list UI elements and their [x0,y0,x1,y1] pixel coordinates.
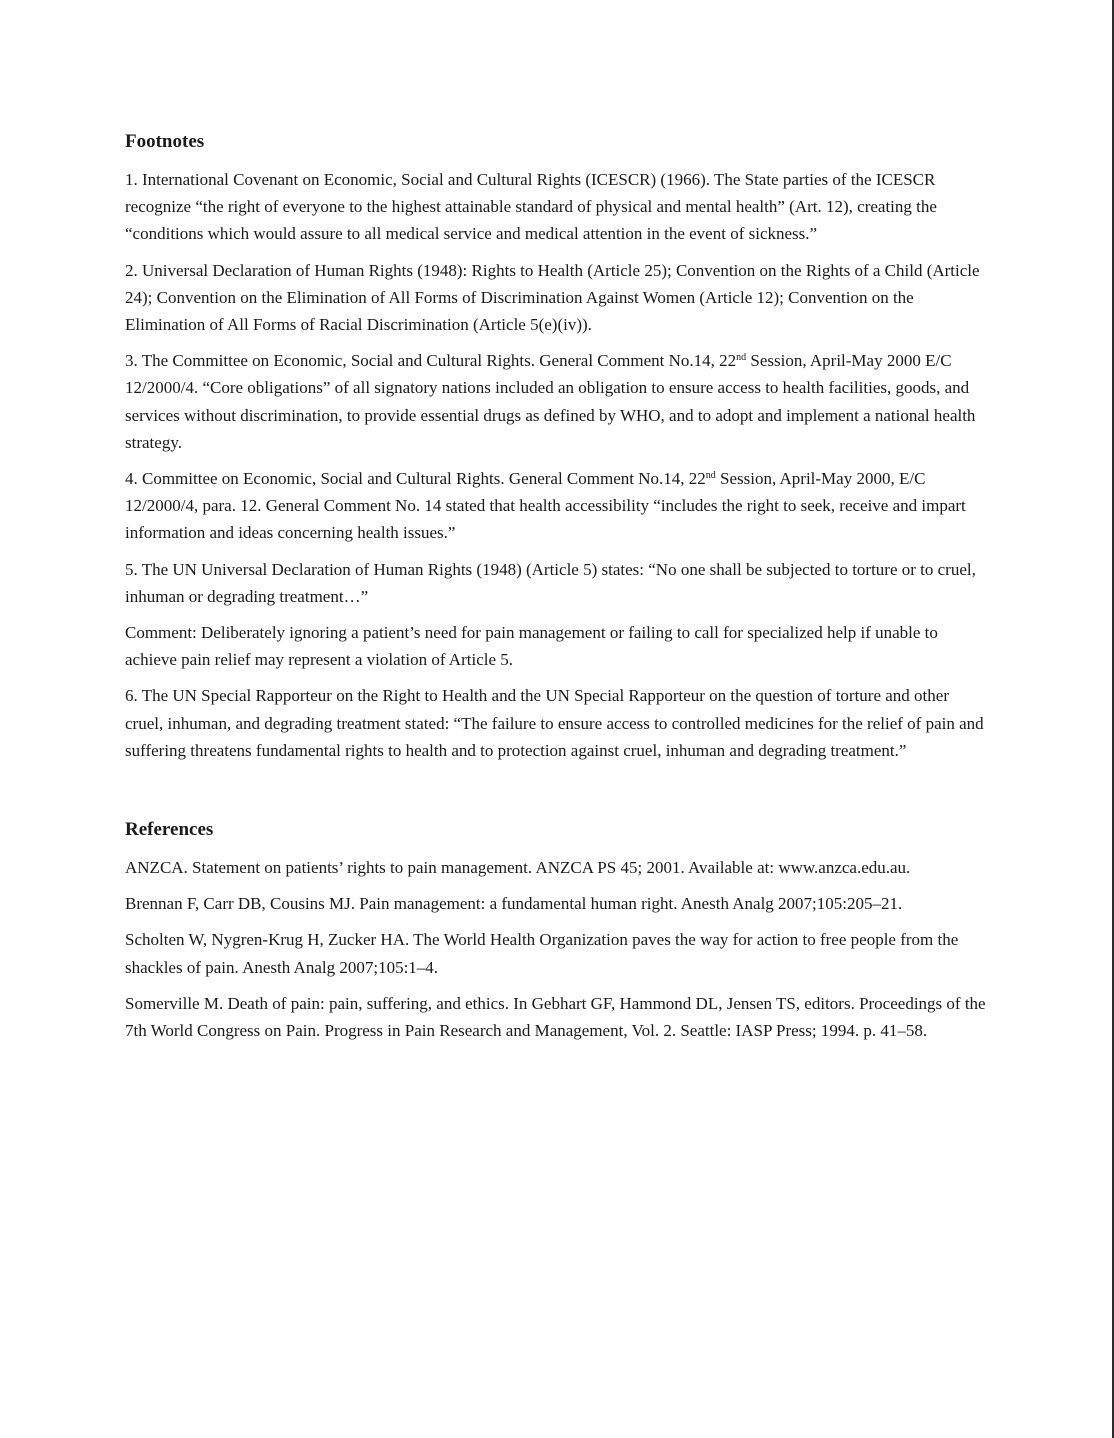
reference-item: ANZCA. Statement on patients’ rights to pain management. ANZCA PS 45; 2001. Available at: www.anzca.edu.au. [125,858,911,878]
reference-item: Brennan F, Carr DB, Cousins MJ. Pain management: a fundamental human right. Anesth Analg 2007;105:205–21. [125,894,903,914]
references-heading: References [125,819,214,841]
reference-item: Scholten W, Nygren-Krug H, Zucker HA. The World Health Organization paves the way for action to free people from the shackles of pain. Anesth Analg 2007;105:1–4. [125,930,959,977]
references-section [125,816,987,1044]
footnote-4-text-end: Session, April-May 2000, E/C 12/2000/4, para. 12. General Comment No. 14 stated that health accessibility “includes the right to seek, receive and impart information and ideas concerning health issues.” [125,469,966,543]
footnotes-heading: Footnotes [125,131,205,152]
footnote-4 [125,465,987,547]
footnote-2: 2. Universal Declaration of Human Rights (1948): Rights to Health (Article 25); Convention on the Rights of a Child (Article 24); Convention on the Elimination of All Forms of Discrimination Against Women (Article 12); Convention on the Elimination of All Forms of Racial Discrimination (Article 5(e)(iv)). [125,260,980,335]
footnote-5: 5. The UN Universal Declaration of Human Rights (1948) (Article 5) states: “No one shall be subjected to torture or to cruel, inhuman or degrading treatment…” [125,559,976,606]
footnotes-section [125,128,987,764]
footnote-3-text-end: Session, April-May 2000 E/C 12/2000/4. “Core obligations” of all signatory nations included an obligation to ensure access to health facilities, goods, and services without discrimination, to provide essential drugs as defined by WHO, and to adopt and implement a national health strategy. [125,351,976,452]
footnote-4-ordinal-suffix: nd [705,470,716,482]
footnote-4-text-start: 4. Committee on Economic, Social and Cultural Rights. General Comment No.14, 22 [125,469,706,489]
footnote-3-ordinal-suffix: nd [736,352,747,364]
page-content [125,128,987,1053]
footnote-6: 6. The UN Special Rapporteur on the Right to Health and the UN Special Rapporteur on the question of torture and other cruel, inhuman, and degrading treatment stated: “The failure to ensure access to controlled medicines for the relief of pain and suffering threatens fundamental rights to health and to protection against cruel, inhuman and degrading treatment.” [125,686,984,760]
footnote-5-comment: Comment: Deliberately ignoring a patient’s need for pain management or failing to call for specialized help if unable to achieve pain relief may represent a violation of Article 5. [125,623,938,670]
footnote-3-text-start: 3. The Committee on Economic, Social and Cultural Rights. General Comment No.14, 22 [125,351,737,371]
reference-item: Somerville M. Death of pain: pain, suffering, and ethics. In Gebhart GF, Hammond DL, Jensen TS, editors. Proceedings of the 7th World Congress on Pain. Progress in Pain Research and Management, Vol. 2. Seattle: IASP Press; 1994. p. 41–58. [125,993,986,1041]
footnote-3 [125,347,987,456]
footnote-1: 1. International Covenant on Economic, Social and Cultural Rights (ICESCR) (1966). The State parties of the ICESCR recognize “the right of everyone to the highest attainable standard of physical and mental health” (Art. 12), creating the “conditions which would assure to all medical service and medical attention in the event of sickness.” [125,170,937,244]
